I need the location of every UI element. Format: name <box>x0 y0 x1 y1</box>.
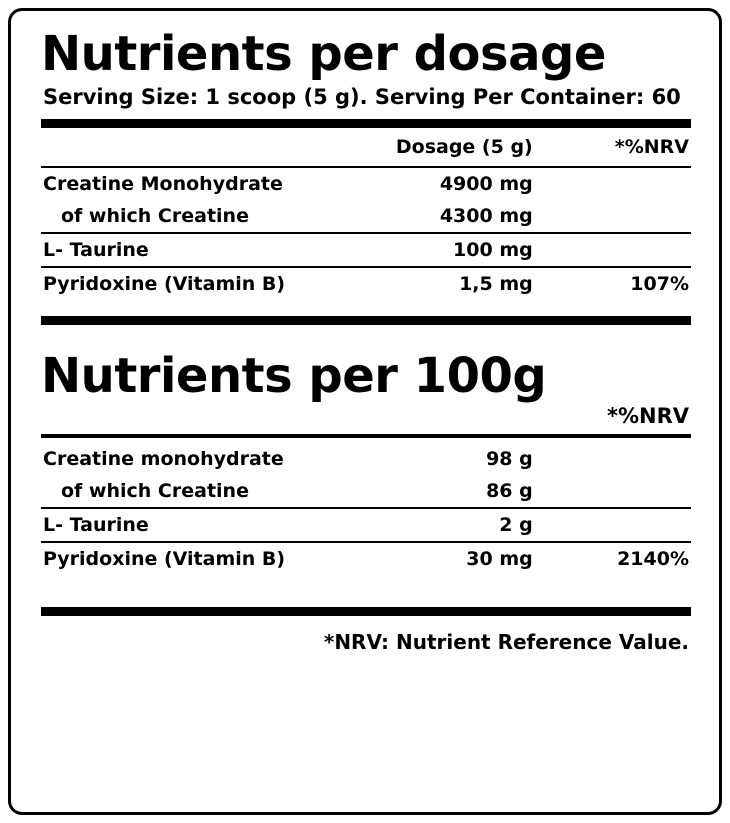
section1-title: Nutrients per dosage <box>41 26 606 82</box>
nutrient-nrv: 107% <box>630 273 689 296</box>
nutrient-nrv <box>551 233 691 267</box>
section1-header-name <box>41 128 370 167</box>
nutrient-amount: 4300 mg <box>370 200 551 233</box>
nutrient-name: of which Creatine <box>41 200 370 233</box>
nutrition-facts-panel <box>8 8 722 815</box>
nutrient-nrv <box>551 438 691 475</box>
section1-table <box>41 128 691 300</box>
section2-title: Nutrients per 100g <box>41 348 547 405</box>
nutrient-amount: 100 mg <box>370 233 551 267</box>
section2-table <box>41 438 691 575</box>
nutrient-name: Creatine monohydrate <box>43 447 284 470</box>
nutrient-amount: 98 g <box>486 447 533 470</box>
section2-header-nrv: *%NRV <box>606 403 689 428</box>
table-row <box>41 200 691 233</box>
nutrient-nrv: 2140% <box>617 547 689 570</box>
table-row <box>41 267 691 300</box>
nutrient-amount: 30 mg <box>466 547 533 570</box>
nutrient-nrv <box>551 167 691 200</box>
nutrient-amount: 1,5 mg <box>459 273 533 296</box>
panel-content <box>41 26 691 654</box>
nutrient-amount: 4900 mg <box>439 173 533 196</box>
nutrient-name: of which Creatine <box>41 475 370 508</box>
section2-bottom-rule <box>41 607 691 616</box>
nutrient-amount: 2 g <box>370 508 551 542</box>
nutrient-name: L- Taurine <box>41 508 370 542</box>
table-row <box>41 475 691 508</box>
section1-header-nrv: *%NRV <box>551 128 691 167</box>
nutrient-name: L- Taurine <box>41 233 370 267</box>
section1-header-dosage: Dosage (5 g) <box>370 128 551 167</box>
section1-bottom-rule <box>41 316 691 325</box>
nutrient-name: Pyridoxine (Vitamin B) <box>43 273 286 296</box>
table-row <box>41 508 691 542</box>
nutrient-nrv <box>551 200 691 233</box>
nutrient-nrv <box>551 508 691 542</box>
table-row <box>41 167 691 200</box>
table-row <box>41 542 691 575</box>
nutrient-nrv <box>551 475 691 508</box>
section1-header-row <box>41 128 691 167</box>
serving-size-line: Serving Size: 1 scoop (5 g). Serving Per Container: 60 <box>43 85 681 110</box>
nutrient-name: Creatine Monohydrate <box>43 173 283 196</box>
table-row <box>41 233 691 267</box>
spacer <box>41 300 691 310</box>
nrv-footnote: *NRV: Nutrient Reference Value. <box>323 629 689 654</box>
section1-top-rule <box>41 119 691 128</box>
nutrient-name: Pyridoxine (Vitamin B) <box>43 547 286 570</box>
nutrient-amount: 86 g <box>370 475 551 508</box>
spacer <box>41 575 691 601</box>
table-row <box>41 438 691 475</box>
